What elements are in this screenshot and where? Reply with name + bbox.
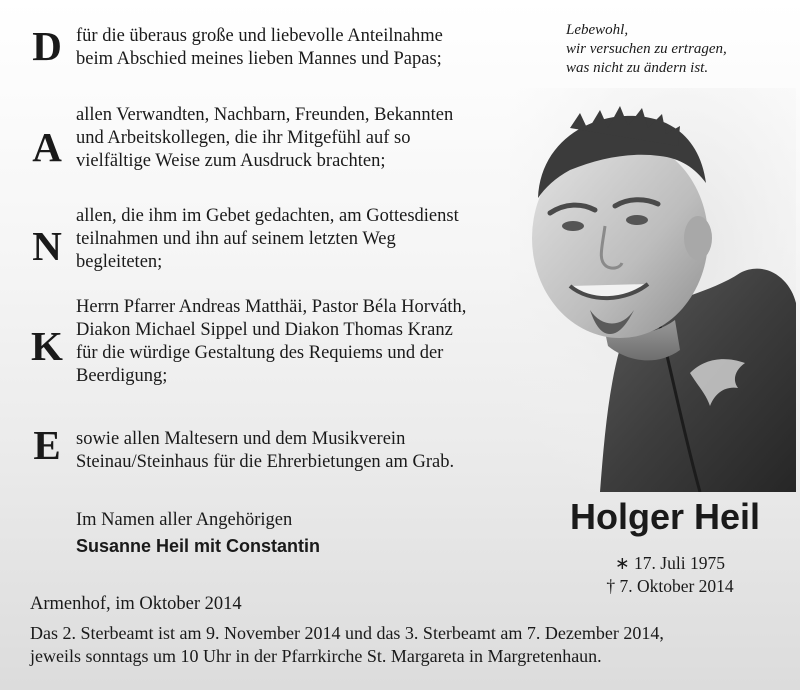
death-date: † 7. Oktober 2014: [606, 576, 734, 596]
deceased-name: Holger Heil: [569, 496, 761, 537]
paragraph-5: sowie allen Maltesern und dem Musikverein Steinau/Steinhaus für die Ehrerbietungen am Grab.: [76, 429, 455, 472]
initial-a: A: [32, 124, 62, 170]
initial-d: D: [32, 23, 62, 69]
memorial-service-notice: Das 2. Sterbeamt ist am 9. November 2014 und das 3. Sterbeamt am 7. Dezember 2014, jeweils sonntags um 10 Uhr in der Pfarrkirche St. Margareta in Margretenhaun.: [30, 623, 664, 666]
initial-k: K: [31, 323, 63, 369]
paragraph-2: allen Verwandten, Nachbarn, Freunden, Bekannten und Arbeitskollegen, die ihr Mitgefühl auf so vielfältige Weise zum Ausdruck brachten;: [76, 105, 454, 171]
initial-e: E: [33, 422, 61, 468]
birth-date: ∗ 17. Juli 1975: [615, 553, 725, 573]
signature-intro: Im Namen aller Angehörigen: [76, 510, 293, 530]
place-date: Armenhof, im Oktober 2014: [30, 594, 242, 614]
farewell-quote: Lebewohl, wir versuchen zu ertragen, was nicht zu ändern ist.: [566, 22, 727, 76]
paragraph-4: Herrn Pfarrer Andreas Matthäi, Pastor Béla Horváth, Diakon Michael Sippel und Diakon Thomas Kranz für die würdige Gestaltung des Requiems und der Beerdigung;: [76, 297, 467, 386]
signature-names: Susanne Heil mit Constantin: [76, 536, 321, 556]
initial-n: N: [32, 223, 62, 269]
paragraph-3: allen, die ihm im Gebet gedachten, am Gottesdienst teilnahmen und ihn auf seinem letzten Weg begleiteten;: [76, 206, 459, 272]
portrait-photo: [510, 88, 796, 492]
paragraph-1: für die überaus große und liebevolle Anteilnahme beim Abschied meines lieben Mannes und Papas;: [76, 26, 443, 69]
